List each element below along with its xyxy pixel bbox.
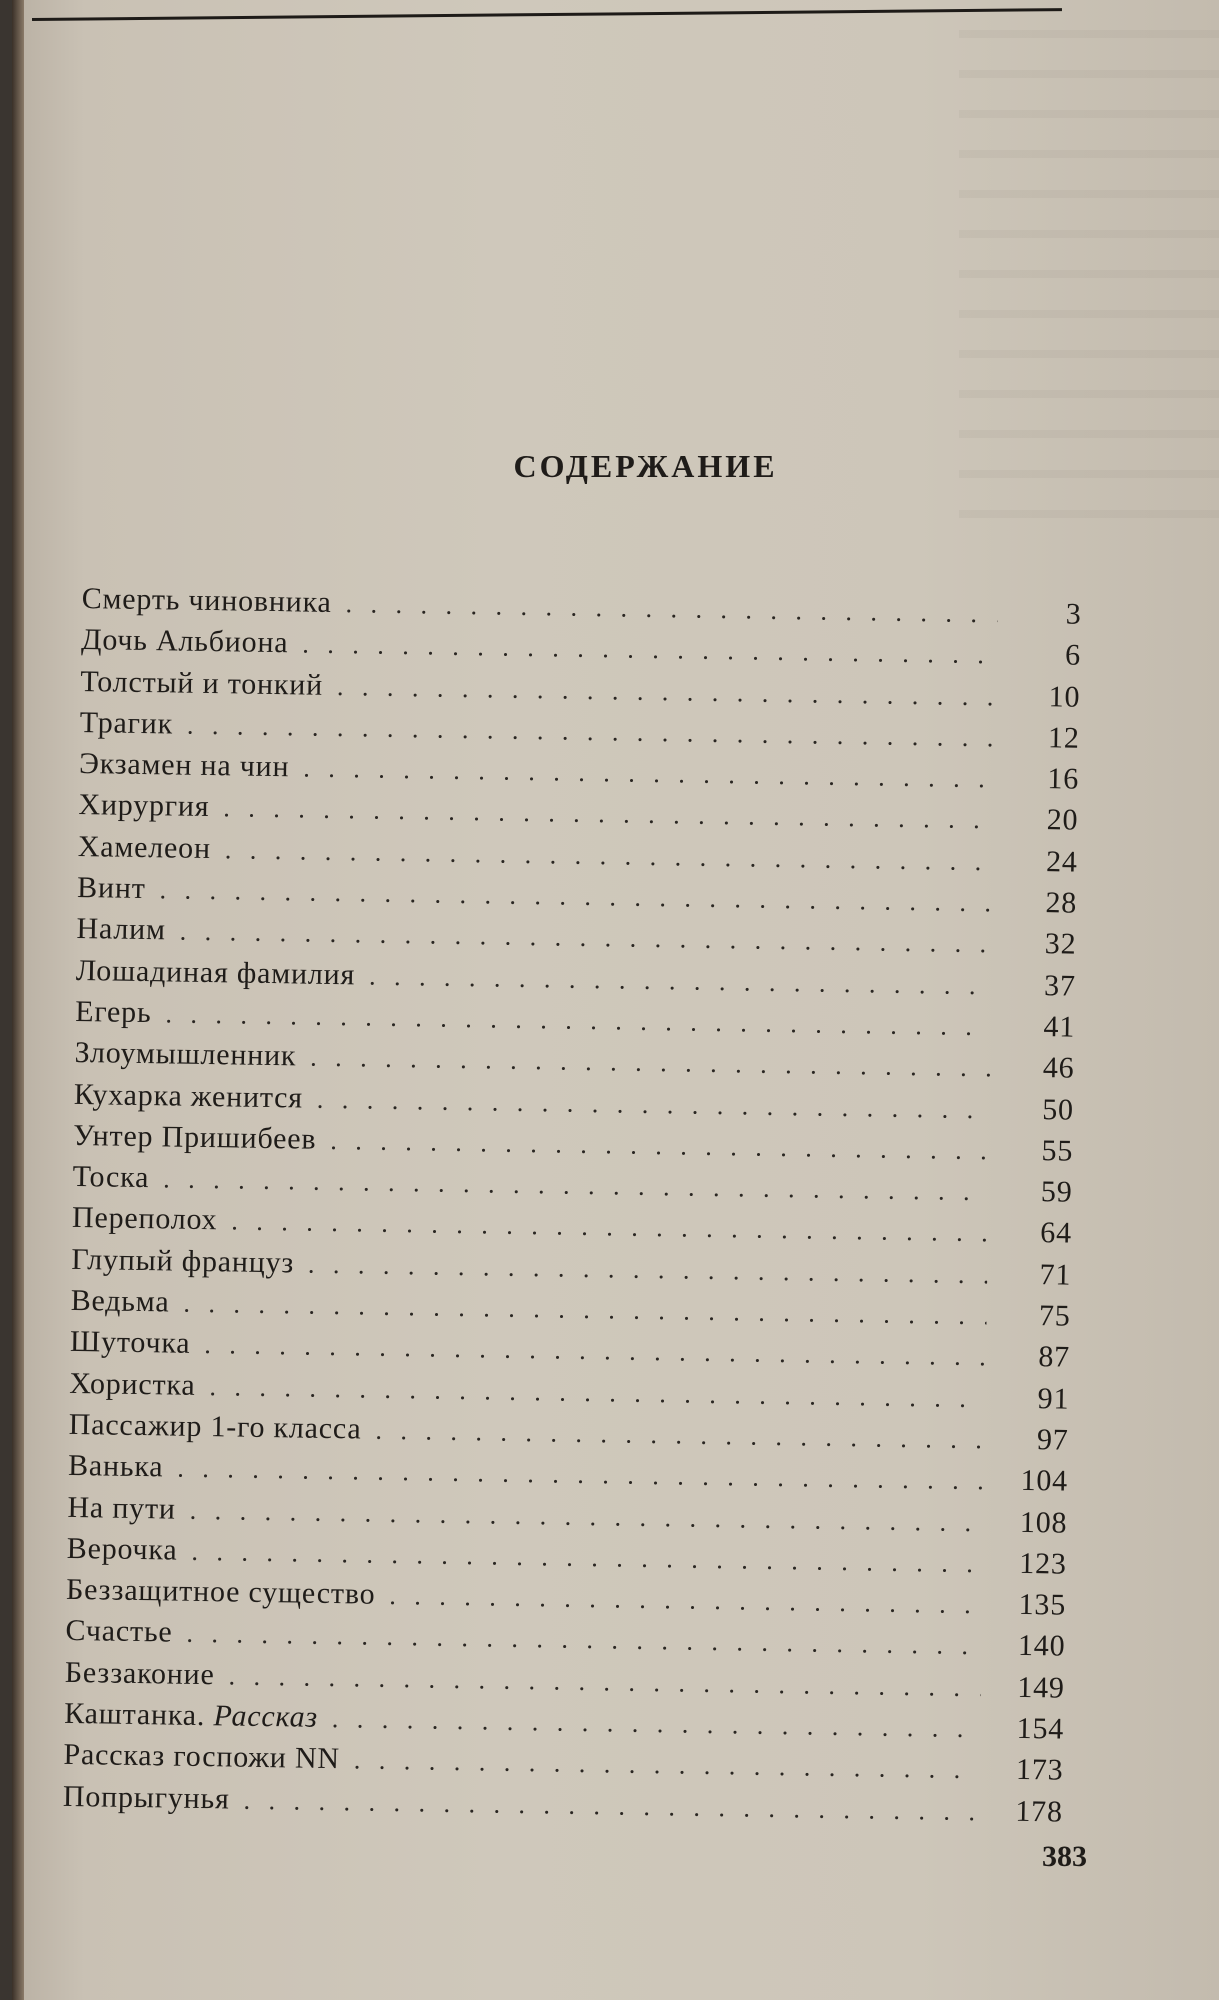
entry-page: 59: [1040, 1175, 1073, 1209]
entry-title: Беззащитное существо: [65, 1573, 376, 1611]
entry-page: 178: [1015, 1794, 1064, 1829]
dot-leader: [231, 1207, 988, 1249]
entry-page: 123: [1019, 1546, 1067, 1581]
entry-page: 140: [1017, 1629, 1066, 1663]
entry-page: 28: [1045, 886, 1078, 920]
entry-page: 173: [1015, 1753, 1064, 1787]
entry-title: Егерь: [74, 994, 152, 1030]
entry-title: Пассажир 1-го класса: [68, 1407, 362, 1446]
entry-page: 46: [1042, 1051, 1075, 1085]
entry-page: 20: [1046, 803, 1079, 838]
header-rule: [32, 8, 1062, 21]
entry-title: Хирургия: [78, 788, 210, 824]
entry-title: Попрыгунья: [62, 1779, 230, 1816]
dot-leader: [223, 794, 994, 836]
entry-page: 24: [1045, 844, 1078, 879]
entry-title: Ванька: [67, 1449, 164, 1484]
dot-leader: [330, 1126, 989, 1166]
entry-title: Счастье: [65, 1614, 173, 1649]
entry-page: 104: [1020, 1464, 1069, 1498]
dot-leader: [308, 1249, 988, 1290]
entry-page: 3: [1065, 597, 1082, 631]
entry-page: 64: [1040, 1216, 1073, 1251]
entry-page: 91: [1037, 1381, 1070, 1416]
entry-page: 108: [1019, 1505, 1068, 1540]
entry-title: Унтер Пришибеев: [73, 1118, 317, 1156]
dot-leader: [310, 1043, 991, 1084]
entry-title: Беззаконие: [64, 1655, 215, 1691]
dot-leader: [332, 1704, 981, 1744]
entry-title: Шуточка: [69, 1325, 191, 1361]
book-page: [12, 0, 1219, 2000]
entry-title: Верочка: [66, 1531, 178, 1567]
entry-page: 16: [1047, 762, 1080, 796]
contents-heading: СОДЕРЖАНИЕ: [513, 448, 778, 484]
entry-title: На пути: [67, 1490, 177, 1526]
page-number: 383: [1042, 1840, 1087, 1873]
entry-page: 75: [1038, 1299, 1071, 1333]
entry-title: Хамелеон: [77, 829, 212, 865]
entry-subtitle: Рассказ: [213, 1699, 319, 1734]
entry-title: Тоска: [72, 1160, 150, 1195]
entry-page: 149: [1017, 1670, 1066, 1705]
entry-title: Кухарка женится: [73, 1077, 304, 1115]
dot-leader: [225, 835, 994, 877]
dot-leader: [303, 754, 995, 795]
entry-title: Трагик: [79, 705, 174, 741]
dot-leader: [302, 630, 997, 671]
table-of-contents: [63, 582, 1082, 1836]
entry-title: Злоумышленник: [74, 1036, 297, 1073]
entry-title: Переполох: [71, 1201, 218, 1237]
entry-title: Хористка: [69, 1366, 196, 1402]
entry-page: 87: [1038, 1340, 1071, 1374]
entry-title: Каштанка.: [63, 1696, 206, 1733]
entry-page: 55: [1041, 1134, 1074, 1168]
entry-title: Смерть чиновника: [81, 582, 332, 619]
dot-leader: [375, 1416, 985, 1456]
entry-title: Лошадиная фамилия: [75, 953, 356, 992]
entry-page: 71: [1039, 1257, 1072, 1292]
entry-title: Глупый француз: [71, 1242, 295, 1280]
dot-leader: [243, 1785, 979, 1827]
entry-title: Толстый и тонкий: [80, 664, 324, 702]
entry-page: 12: [1047, 721, 1080, 755]
page-edge: [12, 0, 24, 2000]
entry-page: 10: [1048, 679, 1081, 714]
entry-title-wrap: [64, 1697, 318, 1735]
entry-title: Ведьма: [70, 1283, 170, 1319]
entry-title: Винт: [76, 871, 146, 906]
entry-page: 41: [1043, 1010, 1076, 1044]
dot-leader: [389, 1581, 982, 1620]
entry-title: Дочь Альбиона: [80, 623, 289, 660]
entry-page: 50: [1041, 1092, 1075, 1127]
dot-leader: [337, 672, 997, 712]
dot-leader: [228, 1661, 981, 1703]
entry-title: Экзамен на чин: [78, 747, 290, 784]
entry-page: 135: [1018, 1587, 1067, 1622]
entry-page: 32: [1044, 927, 1077, 962]
dot-leader: [345, 589, 997, 629]
entry-page: 97: [1036, 1423, 1069, 1457]
dot-leader: [369, 961, 992, 1001]
entry-title: Налим: [76, 912, 167, 947]
entry-title: Рассказ госпожи NN: [63, 1738, 341, 1776]
dot-leader: [317, 1084, 990, 1125]
dot-leader: [354, 1746, 980, 1786]
entry-page: 154: [1016, 1711, 1065, 1746]
entry-page: 37: [1043, 968, 1077, 1003]
entry-page: 6: [1064, 638, 1082, 672]
